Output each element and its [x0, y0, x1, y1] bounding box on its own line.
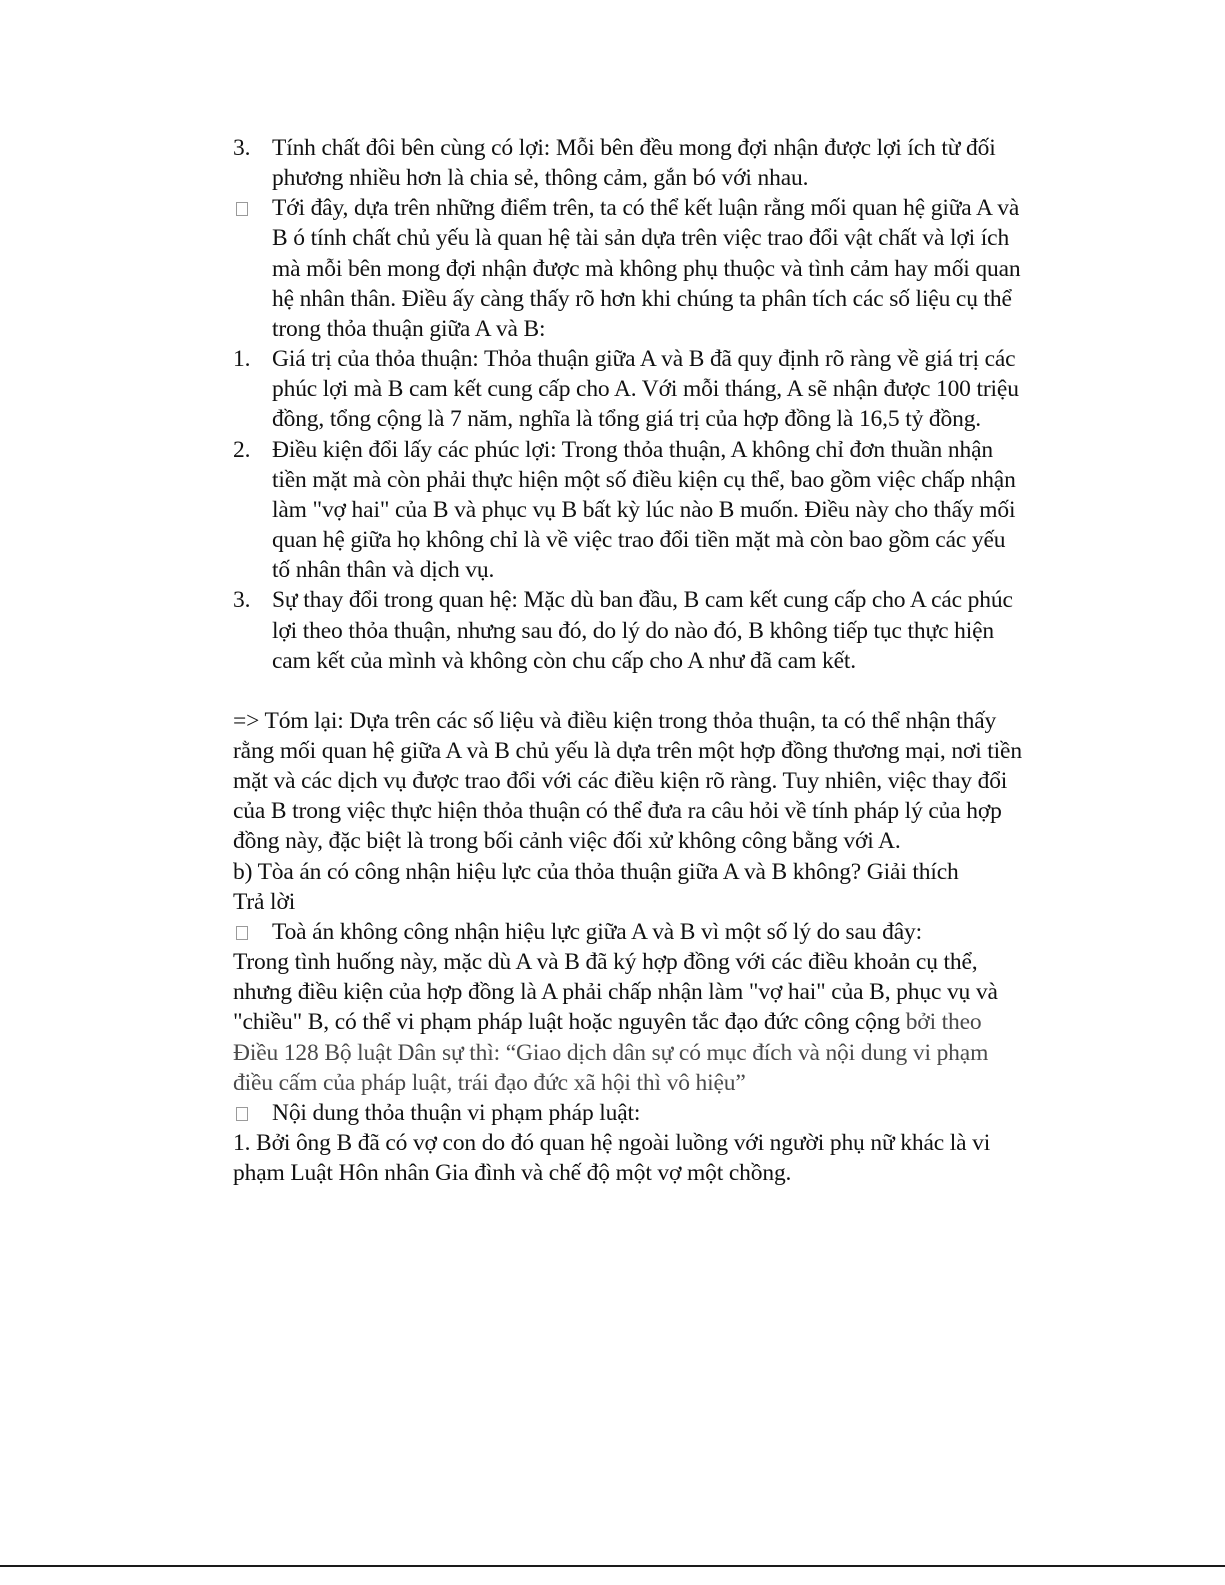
list-number: 3. — [233, 135, 251, 161]
analysis-paragraph — [233, 947, 1023, 1098]
list-item-text: Sự thay đổi trong quan hệ: Mặc dù ban đầu, B cam kết cung cấp cho A các phúc lợi theo thỏa thuận, nhưng sau đó, do lý do nào đó, B không tiếp tục thực hiện cam kết của mình và không còn chu cấp cho A như đã cam kết. — [272, 587, 1013, 674]
list-item-text: Tính chất đôi bên cùng có lợi: Mỗi bên đều mong đợi nhận được lợi ích từ đối phương nhiều hơn là chia sẻ, thông cảm, gắn bó với nhau. — [272, 135, 996, 192]
page-bottom-divider — [0, 1565, 1225, 1567]
list-item — [233, 435, 1023, 586]
legal-quote: bởi theo Điều 128 Bộ luật Dân sự thì: “Giao dịch dân sự có mục đích và nội dung vi phạm điều cấm của pháp luật, trái đạo đức xã hội thì vô hiệu” — [233, 1009, 989, 1096]
analysis-text: Trong tình huống này, mặc dù A và B đã ký hợp đồng với các điều khoản cụ thể, nhưng điều kiện của hợp đồng là A phải chấp nhận làm "vợ hai" của B, phục vụ và "chiều" B, có thể vi phạm pháp luật hoặc nguyên tắc đạo đức công cộng — [233, 949, 998, 1036]
point-1: 1. Bởi ông B đã có vợ con do đó quan hệ ngoài luồng với người phụ nữ khác là vi phạm Luật Hôn nhân Gia đình và chế độ một vợ một chồng. — [233, 1130, 991, 1187]
document-page — [233, 133, 1023, 1188]
bullet-text: Nội dung thỏa thuận vi phạm pháp luật: — [272, 1099, 641, 1126]
paragraph-gap — [233, 676, 1023, 706]
bullet-box-icon — [236, 202, 248, 216]
list-number: 2. — [233, 436, 251, 463]
list-item — [233, 585, 1023, 675]
list-item-text: Điều kiện đổi lấy các phúc lợi: Trong thỏa thuận, A không chỉ đơn thuần nhận tiền mặt mà còn phải thực hiện một số điều kiện cụ thể, bao gồm việc chấp nhận làm "vợ hai" của B và phục vụ B bất kỳ lúc nào B muốn. Điều này cho thấy mối quan hệ giữa họ không chỉ là về việc trao đổi tiền mặt mà còn bao gồm các yếu tố nhân thân và dịch vụ. — [272, 436, 1016, 584]
list-number: 1. — [233, 346, 251, 373]
bullet-text: Toà án không công nhận hiệu lực giữa A và B vì một số lý do sau đây: — [272, 918, 922, 945]
bullet-conclusion — [233, 193, 1023, 344]
answer-label: Trả lời — [233, 888, 296, 915]
list-item — [233, 344, 1023, 434]
bullet-box-icon — [236, 1107, 248, 1121]
bullet-box-icon — [236, 926, 248, 940]
bullet-text: Tới đây, dựa trên những điểm trên, ta có thể kết luận rằng mối quan hệ giữa A và B ó tính chất chủ yếu là quan hệ tài sản dựa trên việc trao đổi vật chất và lợi ích mà mỗi bên mong đợi nhận được mà không phụ thuộc và tình cảm hay mối quan hệ nhân thân. Điều ấy càng thấy rõ hơn khi chúng ta phân tích các số liệu cụ thể trong thỏa thuận giữa A và B: — [272, 195, 1021, 342]
bullet-violation — [233, 1098, 1023, 1128]
list-item — [233, 133, 1023, 193]
question-b: b) Tòa án có công nhận hiệu lực của thỏa thuận giữa A và B không? Giải thích — [233, 858, 959, 885]
summary-paragraph: => Tóm lại: Dựa trên các số liệu và điều kiện trong thỏa thuận, ta có thể nhận thấy rằng mối quan hệ giữa A và B chủ yếu là dựa trên một hợp đồng thương mại, nơi tiền mặt và các dịch vụ được trao đổi với các điều kiện rõ ràng. Tuy nhiên, việc thay đổi của B trong việc thực hiện thỏa thuận có thể đưa ra câu hỏi về tính pháp lý của hợp đồng này, đặc biệt là trong bối cảnh việc đối xử không công bằng với A. — [233, 707, 1022, 855]
bullet-court — [233, 917, 1023, 947]
list-number: 3. — [233, 587, 251, 614]
list-item-text: Giá trị của thỏa thuận: Thỏa thuận giữa A và B đã quy định rõ ràng về giá trị các phúc lợi mà B cam kết cung cấp cho A. Với mỗi tháng, A sẽ nhận được 100 triệu đồng, tổng cộng là 7 năm, nghĩa là tổng giá trị của hợp đồng là 16,5 tỷ đồng. — [272, 346, 1019, 433]
